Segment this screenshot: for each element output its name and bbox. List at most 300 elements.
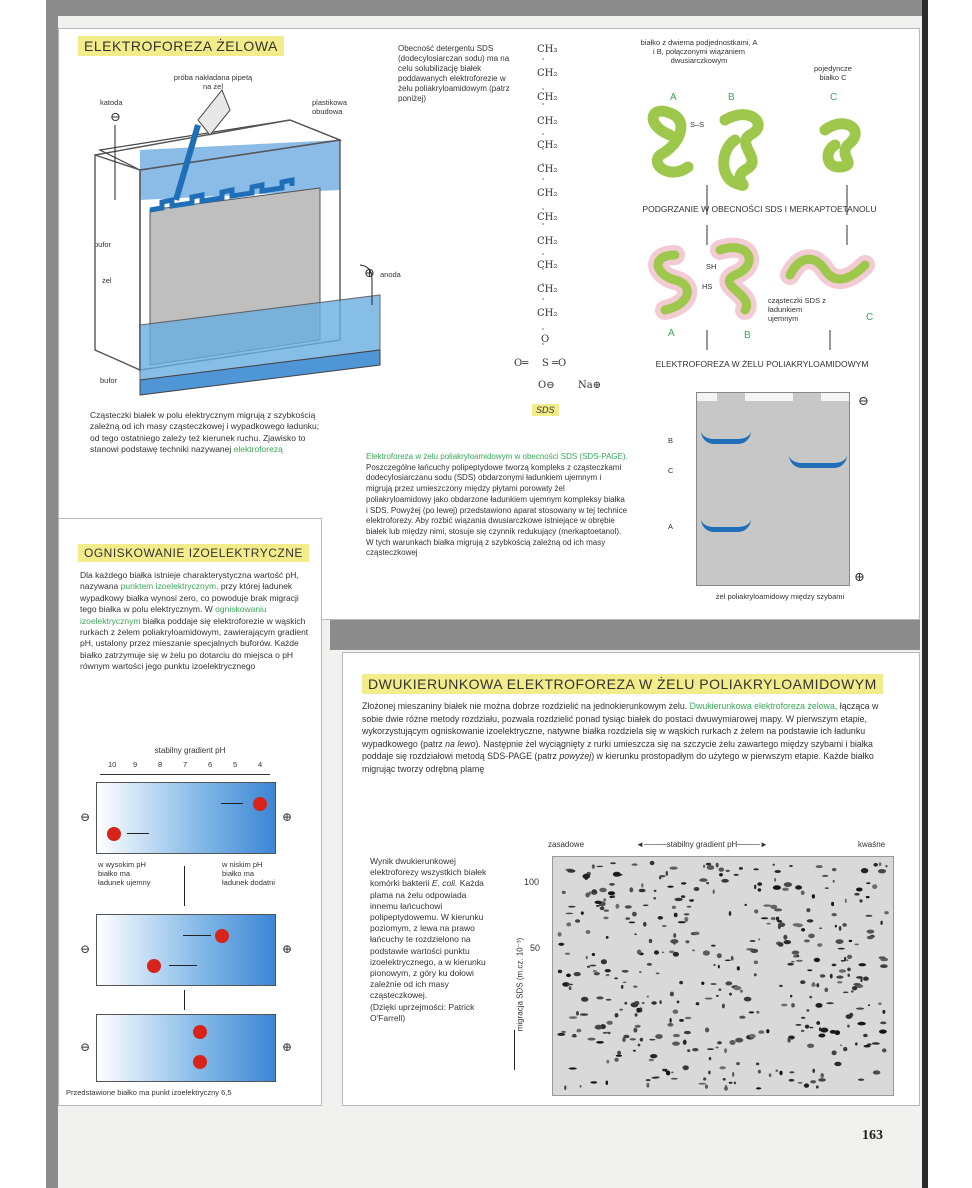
protein-spot	[846, 1014, 853, 1019]
letter-c-top: C	[830, 92, 838, 103]
protein-spot	[684, 913, 690, 915]
gel-plus: ⊕	[854, 570, 865, 585]
protein-spot	[801, 1030, 804, 1032]
protein-spot	[638, 1044, 641, 1047]
iso-term-2: ogniskowaniu izoelektrycznym	[80, 604, 267, 626]
heating-label: PODGRZANIE W OBECNOŚCI SDS I MERKAPTOETANOLU	[642, 204, 877, 214]
protein-spot	[596, 996, 603, 999]
protein-spot	[861, 978, 863, 982]
protein-spot	[633, 986, 637, 988]
iso-text-4: białka poddaje się elektroforezie w wąskich rurkach z żelem poliakryloamidowym, zawierającym gradient pH, ustalony przez mieszanie specjalnych buforów. Każde białko zatrzymuje się w żelu po dotarciu do miejsca o pH równym wartości jego punktu izoelektrycznego	[80, 615, 309, 672]
protein-spot	[833, 880, 835, 883]
protein-spot	[734, 1082, 736, 1085]
protein-spot	[801, 928, 805, 931]
protein-spot	[659, 1000, 661, 1004]
protein-spot	[818, 1034, 825, 1038]
protein-spot	[873, 863, 878, 867]
protein-spot	[713, 964, 715, 966]
protein-spot	[621, 985, 624, 989]
protein-spot	[708, 1071, 710, 1075]
protein-spot	[856, 888, 863, 892]
protein-spot	[842, 923, 846, 927]
protein-spot	[873, 1070, 881, 1074]
protein-spot	[849, 940, 853, 942]
protein-spot	[633, 1028, 637, 1033]
protein-spot	[646, 1079, 651, 1081]
protein-spot	[561, 1031, 566, 1033]
protein-spot	[826, 1002, 834, 1004]
anode-label: anoda	[380, 270, 401, 279]
protein-spot	[782, 888, 789, 891]
protein-spot	[847, 968, 851, 972]
protein-spot	[569, 1016, 577, 1019]
protein-spot	[707, 1048, 714, 1050]
protein-spot	[583, 874, 591, 879]
y-axis-label: migracja SDS (m.cz. 10⁻³)	[515, 937, 525, 1032]
ch2-11: CH₂	[537, 308, 558, 319]
protein-spot	[867, 930, 875, 934]
cathode-label: katoda	[100, 98, 123, 107]
tube1-minus: ⊖	[80, 810, 91, 824]
two-d-caption-1: Wynik dwukierunkowej elektroforezy wszystkich białek komórki bakterii	[370, 856, 487, 889]
gel-caption	[90, 410, 330, 455]
protein-spot	[683, 1040, 687, 1045]
protein-spot	[642, 1002, 645, 1004]
protein-spot	[825, 887, 829, 889]
protein-spot	[606, 1081, 609, 1086]
protein-spot	[609, 896, 613, 898]
protein-spot	[711, 945, 716, 947]
protein-spot	[822, 875, 829, 877]
protein-spot	[725, 981, 732, 985]
protein-spot	[677, 1001, 680, 1004]
protein-spot	[846, 959, 848, 961]
protein-spot	[614, 977, 618, 979]
protein-spot	[856, 1008, 864, 1010]
protein-spot	[832, 964, 837, 967]
protein-spot	[622, 1037, 625, 1042]
protein-spot	[647, 995, 649, 997]
sodium-ion: Na⊕	[578, 380, 602, 391]
gel-label: żel	[102, 276, 112, 285]
ph-tick-6: 6	[208, 760, 213, 769]
iso-text-1: Dla każdego białka istnieje charakterystyczna wartość pH, nazywana	[80, 570, 299, 592]
protein-spot	[832, 1050, 837, 1055]
protein-spot	[586, 956, 588, 960]
single-label: pojedyncze białko C	[814, 64, 852, 82]
protein-spot	[839, 926, 842, 931]
protein-spot	[722, 1004, 725, 1009]
protein-spot	[815, 1003, 822, 1008]
sds-note: Obecność detergentu SDS (dodecylosiarczan sodu) ma na celu solubilizację białek poddawanych elektroforezie w żelu poliakryloamidowym (patrz poniżej)	[398, 44, 510, 103]
two-d-caption	[370, 856, 488, 1024]
ch2-8: CH₂	[537, 236, 558, 247]
protein-spot	[872, 1042, 880, 1044]
protein-spot	[659, 875, 665, 877]
protein-spot	[673, 933, 676, 938]
protein-spot	[670, 992, 674, 997]
focusing-tube-2	[96, 914, 276, 986]
protein-spot	[791, 1003, 795, 1007]
protein-spot	[809, 996, 812, 999]
protein-spot	[635, 1013, 638, 1017]
protein-spot	[740, 990, 743, 993]
two-d-credit: (Dzięki uprzejmości: Patrick O'Farrell)	[370, 1001, 475, 1023]
protein-spots	[553, 857, 893, 1095]
letter-b-top: B	[728, 92, 735, 103]
protein-spot	[885, 865, 887, 867]
protein-spot	[572, 1034, 576, 1036]
protein-spot	[679, 981, 683, 984]
protein-spot	[840, 1045, 843, 1047]
protein-spot	[717, 1041, 722, 1044]
protein-spot	[754, 909, 758, 913]
protein-spot	[790, 995, 792, 998]
protein-spot	[880, 921, 882, 925]
protein-spot	[566, 974, 571, 978]
protein-spot	[729, 1040, 735, 1045]
protein-spot	[879, 862, 882, 866]
gel-between-plates: żel poliakryloamidowy między szybami	[715, 592, 845, 601]
protein-spot	[766, 1029, 769, 1033]
protein-spot	[662, 952, 665, 954]
band-a	[701, 519, 751, 532]
protein-spot	[716, 863, 719, 868]
protein-spot	[805, 1025, 809, 1029]
protein-spot	[596, 1041, 604, 1044]
protein-spot	[735, 1038, 743, 1043]
protein-spot	[807, 1044, 814, 1048]
band-c	[789, 455, 847, 468]
y-tick-100: 100	[524, 877, 540, 887]
protein-spot	[835, 925, 837, 928]
focusing-tube-3	[96, 1014, 276, 1082]
protein-spot	[754, 961, 758, 965]
protein-spot	[650, 1054, 657, 1058]
protein-spot	[737, 966, 740, 970]
protein-spot	[769, 1073, 772, 1077]
page-number: 163	[862, 1128, 883, 1143]
protein-spot	[754, 973, 757, 976]
two-d-caption-2: Każda plama na żelu odpowiada innemu łańcuchowi polipeptydowemu. W kierunku poziomym, z lewa na prawo łańcuchy te rozdzielono na podstawie wartości punktu izoelektrycznego, a w kierunku pionowym, z góry ku dołowi zależnie od ich masy cząsteczkowej.	[370, 878, 486, 1001]
protein-spot	[703, 1077, 706, 1080]
protein-spot	[719, 873, 723, 876]
protein-spot	[581, 997, 588, 1002]
protein-spot	[685, 940, 689, 943]
protein-spot	[656, 973, 660, 975]
protein-spot	[703, 950, 710, 955]
protein-spot	[643, 922, 647, 927]
protein-spot	[795, 885, 802, 889]
y-tick-50: 50	[530, 943, 541, 953]
protein-spot	[596, 866, 603, 868]
protein-spot	[678, 921, 686, 923]
buffer-bottom-label: bufor	[100, 376, 118, 385]
protein-spot	[847, 1025, 849, 1028]
dimer-label: białko z dwiema podjednostkami, A i B, połączonymi wiązaniem dwusiarczkowym	[640, 38, 758, 65]
protein-spot	[721, 879, 729, 883]
protein-spot	[878, 869, 886, 873]
protein-moving-right	[147, 959, 161, 973]
scan-margin-right	[922, 0, 972, 1188]
protein-spot	[569, 1067, 577, 1069]
protein-spot	[855, 1042, 857, 1045]
ch2-4: CH₂	[537, 140, 558, 151]
protein-focused-1	[193, 1025, 207, 1039]
protein-spot	[761, 917, 769, 919]
protein-spot	[634, 1001, 639, 1005]
protein-spot	[784, 940, 792, 944]
protein-spot	[706, 863, 711, 866]
protein-spot	[608, 891, 615, 895]
protein-spot	[744, 997, 752, 1002]
protein-spot	[590, 1081, 597, 1083]
protein-spot	[816, 983, 819, 987]
protein-spot	[820, 1073, 824, 1078]
protein-spot	[729, 911, 732, 916]
protein-spot	[606, 1060, 609, 1064]
scan-margin-left	[0, 0, 46, 1188]
ch2-10: CH₂	[537, 284, 558, 295]
protein-spot	[667, 886, 673, 888]
protein-spot	[882, 1010, 885, 1014]
sulfate-right: ═O	[552, 358, 567, 369]
protein-spot	[745, 904, 747, 906]
protein-spot	[607, 1021, 613, 1025]
protein-spot	[615, 874, 623, 876]
protein-spot	[816, 1085, 819, 1088]
ph-scale	[100, 760, 270, 775]
protein-spot	[674, 898, 682, 901]
protein-spot	[649, 939, 652, 943]
sds-gel	[696, 392, 850, 586]
protein-spot	[589, 891, 591, 895]
protein-spot	[831, 902, 834, 906]
band-b	[701, 431, 751, 444]
two-d-caption-species: E. coli.	[431, 878, 458, 889]
tube3-plus: ⊕	[282, 1040, 293, 1054]
protein-spot	[673, 1034, 680, 1037]
protein-spot	[567, 984, 573, 986]
protein-spot	[808, 934, 815, 939]
protein-spot	[855, 944, 859, 946]
two-d-term: Dwukierunkowa elektroforeza żelowa,	[689, 701, 838, 711]
protein-spot	[793, 955, 797, 958]
protein-spot	[816, 865, 823, 868]
protein-spot	[558, 943, 564, 946]
protein-spot	[655, 1034, 663, 1039]
protein-spot	[651, 1077, 658, 1079]
two-d-text-4: ) w kierunku prostopadłym do użytego w pierwszym etapie. Każde białko migrując tworzy odrębną plamę	[362, 751, 874, 774]
protein-spot	[756, 1087, 761, 1089]
protein-spot	[725, 960, 731, 962]
protein-spot	[643, 905, 649, 907]
protein-spot	[703, 865, 705, 868]
protein-spot	[807, 969, 812, 971]
protein-spot	[781, 1004, 787, 1007]
protein-spot	[820, 974, 826, 977]
protein-spot	[758, 1030, 764, 1034]
protein-spot	[736, 1062, 740, 1065]
ph-tick-9: 9	[133, 760, 138, 769]
protein-spot	[651, 1001, 656, 1004]
protein-spot	[853, 983, 860, 986]
protein-spot	[600, 906, 605, 910]
protein-spot	[863, 1034, 868, 1038]
ph-tick-8: 8	[158, 760, 163, 769]
protein-spot	[867, 936, 873, 940]
protein-spot	[810, 1080, 816, 1083]
protein-spot	[692, 950, 695, 952]
protein-spot	[879, 1030, 887, 1034]
protein-spot	[854, 893, 859, 896]
ch2-6: CH₂	[537, 188, 558, 199]
ch2-1: CH₂	[537, 68, 558, 79]
protein-spot	[705, 1085, 708, 1089]
ph-tick-10: 10	[108, 760, 117, 769]
protein-spot	[687, 1049, 690, 1052]
sds-page-caption-body: Poszczególne łańcuchy polipeptydowe tworzą kompleks z cząsteczkami dodecylosiarczanu sodu (SDS) obdarzonymi ładunkiem ujemnym i migrują przez umieszczony między płytami porowaty żel poliakryloamidowy jako obdarzone ładunkiem ujemnym kompleksy białka i SDS. Powyżej (po lewej) przedstawiono aparat stosowany w tej technice elektroforezy. Aby rozbić wiązania dwusiarczkowe istniejące w obrębie białek lub między nimi, stosuje się czynnik redukujący (merkaptoetanol). W tych warunkach białka migrują z szybkością zależną od ich masy cząsteczkowej	[366, 462, 628, 558]
protein-spot	[683, 1065, 689, 1070]
protein-spot	[749, 1034, 756, 1039]
protein-spot	[771, 917, 776, 920]
protein-spot	[824, 988, 828, 993]
protein-spot	[594, 972, 600, 975]
protein-spot	[754, 885, 756, 890]
protein-spot	[837, 981, 842, 983]
protein-spot	[684, 917, 688, 922]
tube2-plus: ⊕	[282, 942, 293, 956]
iso-caption: Przedstawione białko ma punkt izoelektryczny 6,5	[66, 1088, 232, 1097]
protein-spot	[565, 913, 573, 915]
iso-title: OGNISKOWANIE IZOELEKTRYCZNE	[78, 544, 309, 562]
protein-spot	[670, 867, 678, 870]
protein-spot	[859, 899, 862, 902]
protein-spot	[843, 992, 849, 994]
casing-label: plastikowa obudowa	[312, 98, 348, 116]
protein-spot	[739, 1016, 745, 1019]
protein-spot	[713, 890, 715, 894]
protein-spot	[635, 1025, 641, 1028]
protein-spot	[576, 1011, 579, 1016]
iso-text	[80, 570, 314, 673]
protein-spot	[798, 1082, 803, 1084]
page-title-label: ELEKTROFOREZA W ŻELU POLIAKRYLOAMIDOWYM	[655, 359, 869, 369]
protein-spot	[852, 986, 857, 990]
protein-spot	[629, 922, 636, 924]
protein-spot	[647, 963, 652, 966]
protein-spot	[857, 1022, 865, 1026]
protein-spot	[624, 1002, 627, 1005]
protein-spot	[605, 969, 611, 972]
protein-spot	[709, 1057, 712, 1060]
ch2-2: CH₂	[537, 92, 558, 103]
protein-spot	[692, 1048, 698, 1051]
protein-spot	[636, 1008, 640, 1013]
ch2-5: CH₂	[537, 164, 558, 175]
two-d-ref-2: powyżej	[559, 751, 592, 762]
protein-spot	[693, 932, 699, 935]
protein-spot	[596, 905, 600, 907]
protein-spot	[696, 1002, 700, 1005]
protein-spot	[586, 930, 591, 934]
protein-spot	[758, 1070, 761, 1074]
protein-spot	[665, 1069, 668, 1072]
protein-spot	[684, 1031, 691, 1034]
gel-apparatus-drawing	[80, 80, 400, 400]
protein-spot	[830, 1030, 836, 1034]
sds-bonds	[539, 58, 549, 358]
protein-spot	[653, 897, 656, 900]
protein-spot	[801, 891, 805, 895]
gel-lane-b: B	[668, 436, 674, 445]
ph-tick-5: 5	[233, 760, 238, 769]
protein-spot	[719, 989, 722, 991]
protein-spot	[789, 1071, 794, 1073]
protein-spot	[866, 896, 870, 898]
protein-spot	[670, 939, 678, 944]
protein-spot	[858, 1079, 864, 1081]
gel-caption-text: Cząsteczki białek w polu elektrycznym migrują z szybkością zależną od ich masy cząsteczkowej i wypadkowego ładunku; od tego ostatniego zależy też kierunek ruchu. Zjawisko to stanowi podstawę techniki nazywanej	[90, 410, 320, 454]
protein-spot	[632, 863, 638, 865]
protein-spot	[836, 939, 844, 944]
protein-spot	[681, 895, 685, 898]
y-axis-arrow	[514, 1030, 515, 1070]
buffer-top-label: bufor	[94, 240, 112, 249]
protein-spot	[606, 936, 609, 939]
protein-spot	[557, 1033, 565, 1036]
protein-spot	[731, 956, 734, 961]
protein-spot	[593, 970, 598, 972]
protein-spot	[592, 864, 595, 868]
protein-spot	[884, 911, 889, 914]
protein-spot	[710, 983, 716, 985]
protein-spot	[796, 1024, 802, 1026]
cathode-sign: ⊖	[110, 110, 121, 125]
two-d-text-2: łącząca w sobie dwie różne metody rozdziału, pozwala rozdzielić ponad tysiąc białek do postaci dwuwymiarowej mapy. W pierwszym etapie, wykorzystującym ogniskowanie izoelektryczne, natywne białka rozdziela się w wąskich rurkach z żelem na podstawie ich ładunku wypadkowego (patrz	[362, 701, 879, 749]
sds-label: SDS	[532, 404, 559, 416]
sulfur: S	[542, 358, 549, 369]
protein-spot	[734, 874, 739, 876]
protein-spot	[662, 925, 667, 927]
sds-page-caption	[366, 452, 628, 559]
protein-spot	[640, 1038, 644, 1042]
protein-spot	[773, 885, 781, 890]
protein-spot	[757, 882, 762, 886]
protein-spot	[729, 1082, 733, 1084]
protein-spot	[625, 917, 630, 920]
protein-spot	[567, 869, 575, 872]
protein-spot	[603, 917, 608, 920]
protein-spot	[705, 1028, 709, 1033]
protein-spot	[679, 1019, 684, 1022]
protein-spot	[789, 1079, 795, 1082]
protein-spot	[865, 915, 872, 917]
protein-spot	[724, 1086, 728, 1090]
disulfide-label: S–S	[690, 120, 705, 129]
protein-spot	[698, 1083, 706, 1085]
protein-spot	[581, 911, 584, 914]
protein-spot	[641, 883, 643, 887]
protein-spot	[819, 927, 822, 929]
protein-spot	[681, 882, 686, 884]
protein-spot	[800, 980, 805, 984]
protein-spot	[673, 1010, 679, 1014]
tube3-minus: ⊖	[80, 1040, 91, 1054]
protein-spot	[749, 1011, 754, 1013]
tube1-plus: ⊕	[282, 810, 293, 824]
protein-spot	[716, 1047, 719, 1049]
